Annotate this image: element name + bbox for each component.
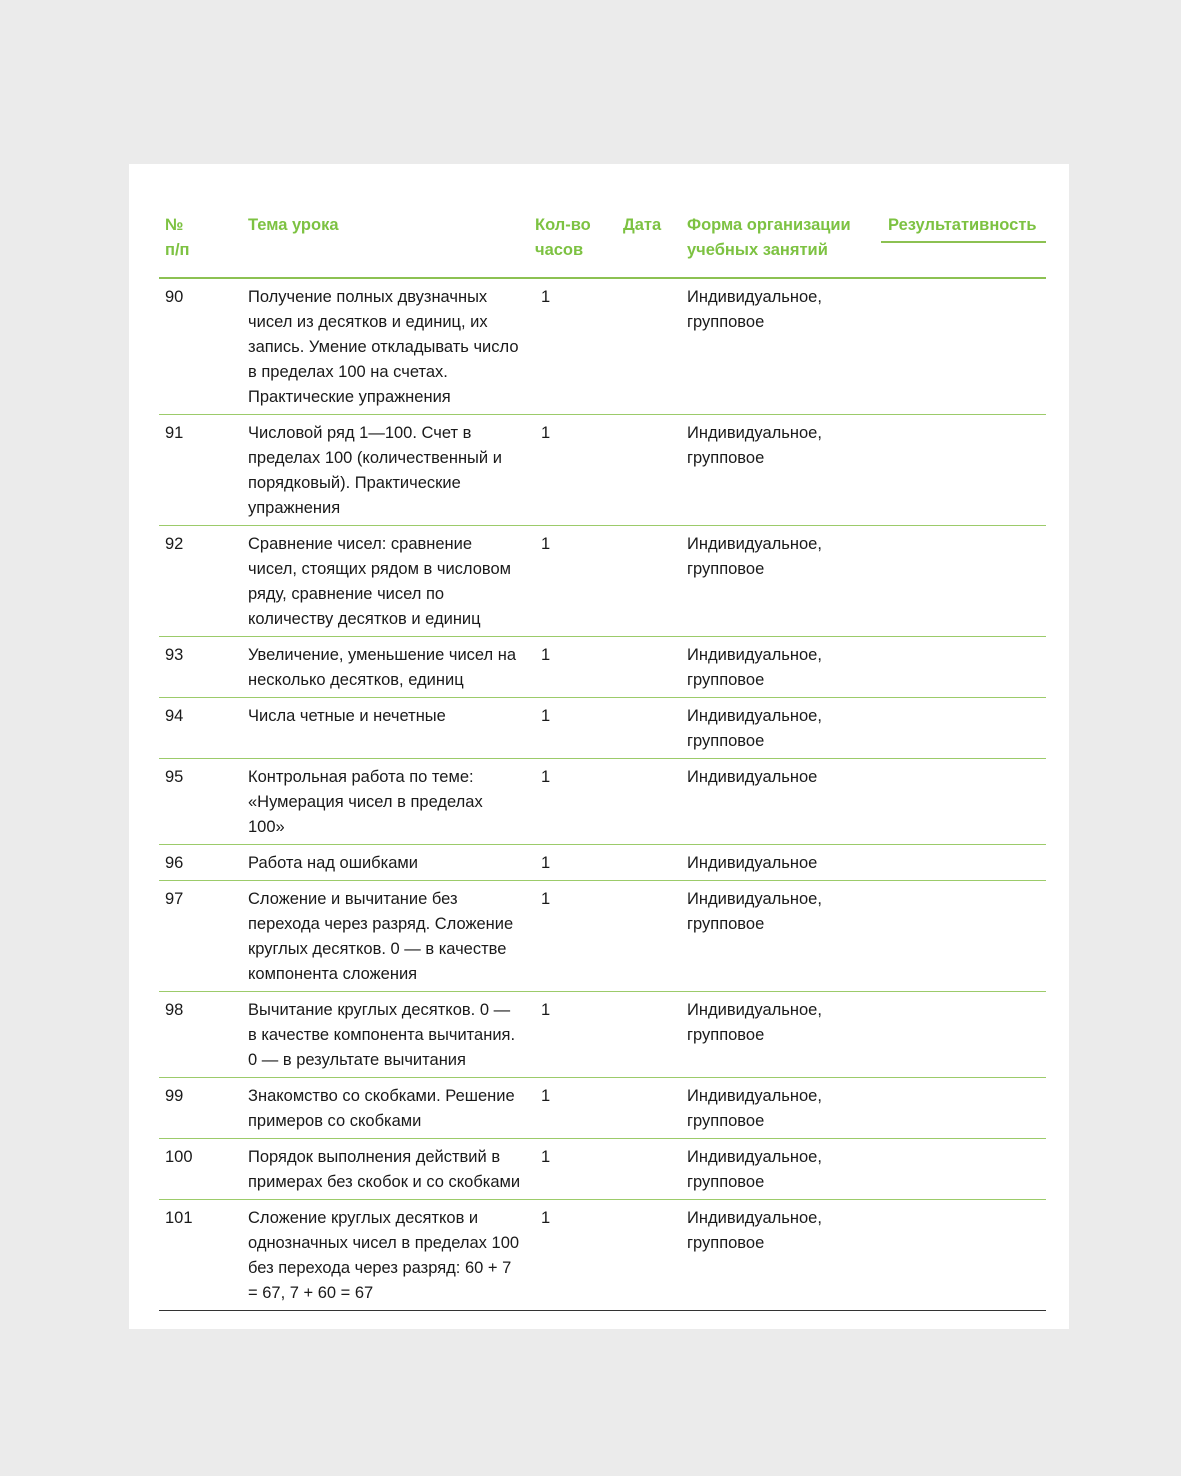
cell-number: 94 <box>159 698 242 759</box>
cell-topic: Знакомство со скобками. Решение примеров со скобками <box>242 1078 529 1139</box>
cell-topic: Вычитание круглых десятков. 0 — в качестве компонента вычитания. 0 — в результате вычитания <box>242 992 529 1078</box>
table-row <box>159 637 1046 698</box>
cell-date <box>617 992 681 1078</box>
cell-number: 99 <box>159 1078 242 1139</box>
cell-topic: Сложение и вычитание без перехода через разряд. Сложение круглых десятков. 0 — в качестве компонента сложения <box>242 881 529 992</box>
table-row <box>159 881 1046 992</box>
cell-form: Индивидуальное, групповое <box>681 415 875 526</box>
cell-result <box>875 881 1046 992</box>
cell-number: 92 <box>159 526 242 637</box>
cell-form: Индивидуальное, групповое <box>681 881 875 992</box>
table-row <box>159 278 1046 415</box>
cell-form: Индивидуальное <box>681 759 875 845</box>
cell-hours: 1 <box>529 1139 617 1200</box>
cell-topic: Получение полных двузначных чисел из десятков и единиц, их запись. Умение откладывать число в пределах 100 на счетах. Практические упражнения <box>242 278 529 415</box>
cell-hours: 1 <box>529 637 617 698</box>
table-row <box>159 415 1046 526</box>
cell-result <box>875 278 1046 415</box>
cell-result <box>875 1078 1046 1139</box>
cell-result <box>875 526 1046 637</box>
cell-number: 93 <box>159 637 242 698</box>
lesson-plan-table <box>159 209 1046 1311</box>
cell-date <box>617 845 681 881</box>
cell-date <box>617 881 681 992</box>
header-number: № п/п <box>159 209 242 278</box>
cell-result <box>875 992 1046 1078</box>
cell-form: Индивидуальное, групповое <box>681 698 875 759</box>
cell-topic: Работа над ошибками <box>242 845 529 881</box>
cell-topic: Сложение круглых десятков и однозначных чисел в пределах 100 без перехода через разряд: 60 + 7 = 67, 7 + 60 = 67 <box>242 1200 529 1311</box>
cell-result <box>875 759 1046 845</box>
table-row <box>159 845 1046 881</box>
table-row <box>159 1139 1046 1200</box>
cell-topic: Порядок выполнения действий в примерах без скобок и со скобками <box>242 1139 529 1200</box>
header-topic: Тема урока <box>242 209 529 278</box>
cell-number: 96 <box>159 845 242 881</box>
cell-hours: 1 <box>529 845 617 881</box>
cell-form: Индивидуальное <box>681 845 875 881</box>
table-row <box>159 1078 1046 1139</box>
header-result-label: Результативность <box>888 216 1037 234</box>
cell-hours: 1 <box>529 881 617 992</box>
cell-hours: 1 <box>529 278 617 415</box>
cell-number: 98 <box>159 992 242 1078</box>
table-row <box>159 992 1046 1078</box>
cell-hours: 1 <box>529 526 617 637</box>
table-row <box>159 1200 1046 1311</box>
cell-number: 90 <box>159 278 242 415</box>
cell-result <box>875 1200 1046 1311</box>
cell-date <box>617 637 681 698</box>
cell-topic: Увеличение, уменьшение чисел на несколько десятков, единиц <box>242 637 529 698</box>
cell-number: 101 <box>159 1200 242 1311</box>
table-row <box>159 759 1046 845</box>
cell-hours: 1 <box>529 698 617 759</box>
cell-number: 91 <box>159 415 242 526</box>
cell-result <box>875 637 1046 698</box>
cell-form: Индивидуальное, групповое <box>681 992 875 1078</box>
cell-hours: 1 <box>529 1200 617 1311</box>
cell-date <box>617 698 681 759</box>
cell-date <box>617 415 681 526</box>
cell-form: Индивидуальное, групповое <box>681 637 875 698</box>
cell-date <box>617 278 681 415</box>
cell-date <box>617 526 681 637</box>
cell-topic: Числовой ряд 1—100. Счет в пределах 100 (количественный и порядковый). Практические упражнения <box>242 415 529 526</box>
cell-result <box>875 415 1046 526</box>
cell-date <box>617 1139 681 1200</box>
table-row <box>159 526 1046 637</box>
table-row <box>159 698 1046 759</box>
cell-result <box>875 698 1046 759</box>
cell-date <box>617 759 681 845</box>
cell-result <box>875 845 1046 881</box>
header-hours: Кол-во часов <box>529 209 617 278</box>
cell-number: 95 <box>159 759 242 845</box>
header-date: Дата <box>617 209 681 278</box>
cell-date <box>617 1078 681 1139</box>
cell-topic: Контрольная работа по теме: «Нумерация чисел в пределах 100» <box>242 759 529 845</box>
cell-result <box>875 1139 1046 1200</box>
cell-form: Индивидуальное, групповое <box>681 526 875 637</box>
cell-hours: 1 <box>529 992 617 1078</box>
cell-topic: Сравнение чисел: сравнение чисел, стоящих рядом в числовом ряду, сравнение чисел по количеству десятков и единиц <box>242 526 529 637</box>
cell-number: 100 <box>159 1139 242 1200</box>
table-header-row <box>159 209 1046 278</box>
cell-date <box>617 1200 681 1311</box>
cell-hours: 1 <box>529 759 617 845</box>
cell-number: 97 <box>159 881 242 992</box>
cell-form: Индивидуальное, групповое <box>681 278 875 415</box>
cell-form: Индивидуальное, групповое <box>681 1200 875 1311</box>
cell-form: Индивидуальное, групповое <box>681 1078 875 1139</box>
header-form: Форма организации учебных занятий <box>681 209 875 278</box>
header-result <box>875 209 1046 278</box>
cell-hours: 1 <box>529 415 617 526</box>
document-page <box>129 164 1069 1329</box>
cell-form: Индивидуальное, групповое <box>681 1139 875 1200</box>
cell-topic: Числа четные и нечетные <box>242 698 529 759</box>
cell-hours: 1 <box>529 1078 617 1139</box>
